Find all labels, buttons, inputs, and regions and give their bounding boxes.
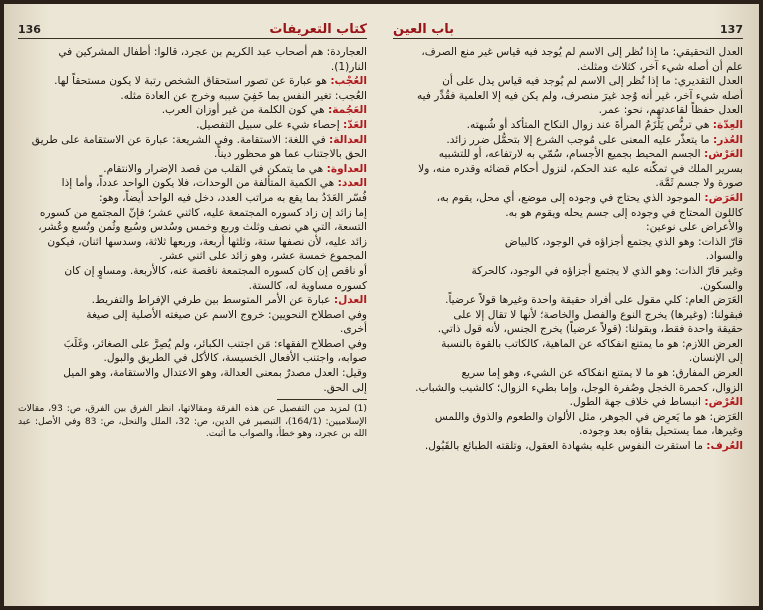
entry-text: صوابه، واجتنب الأفعال الخسيسة، كالأكل في الطريق والبول. — [103, 352, 367, 365]
text-line — [393, 366, 743, 381]
text-line — [393, 89, 743, 104]
entry-term: العُرف: — [706, 440, 743, 453]
entry-text: العرض المفارق: هو ما لا يمتنع انفكاكه عن الشيء، وهو إما سريع — [461, 367, 743, 380]
entry-text: زائد عليه، لأن نصفها ستة، وثلثها أربعة، وربعها ثلاثة، وسدسها اثنان، فيكون — [47, 235, 367, 248]
entry-text: العرض اللازم: هو ما يمتنع انفكاكه عن الماهية، كالكاتب بالقوة بالنسبة — [441, 337, 743, 350]
text-line — [393, 162, 743, 177]
text-line — [18, 176, 367, 191]
entry-text: العدل حفظاً لقاعدتهم، نحو: عمر. — [598, 104, 743, 117]
right-page — [4, 4, 381, 606]
entry-text: العجاردة: هم أصحاب عبد الكريم بن عجرد، قالوا: أطفال المشركين في — [58, 46, 367, 58]
entry-text: الحق بالاجتناب عما هو محظور ديناً. — [213, 148, 367, 161]
entry-text: انبساط في خلاف جهة الطول. — [569, 396, 705, 409]
entry-text: كسوره مساوية له، كالستة. — [248, 279, 367, 292]
page-header — [18, 20, 367, 39]
text-line — [393, 191, 743, 206]
text-line — [18, 264, 367, 279]
entry-text: صورة ولا جسم ثَمَّة. — [655, 177, 743, 190]
entry-text: والأعراض على نوعين: — [646, 221, 743, 234]
entry-text: الموجود الذي يحتاج في وجوده إلى موضع، أي محل، يقوم به، — [436, 191, 705, 204]
entry-term: العَرْش: — [703, 148, 743, 161]
entry-text: إلى الحق. — [323, 381, 367, 394]
entry-text: إما زائد إن زاد كسوره المجتمعة عليه، كاثني عشر؛ فإنّ المجتمع من كسوره — [39, 206, 367, 219]
text-line — [393, 439, 743, 454]
text-line — [393, 279, 743, 294]
entry-text: فُسّر العَدَدُ بما يقع به مراتب العدد، دخل فيه الواحد أيضاً، وهو: — [98, 191, 367, 204]
text-line — [393, 249, 743, 264]
entry-term: العِدّة: — [712, 118, 743, 131]
entry-text: والسكون. — [699, 279, 743, 292]
entry-term: العداوة: — [326, 162, 367, 175]
header-title: باب العين — [393, 21, 455, 37]
entry-text: عبارة عن الأمر المتوسط بين طرفي الإفراط والتفريط. — [91, 294, 334, 307]
page-number: 136 — [18, 22, 41, 36]
entry-text: وفي اصطلاح النحويين: خروج الاسم عن صيغته الأصلية إلى صيغة — [86, 308, 367, 321]
entry-text: في اللغة: الاستقامة. وفي الشريعة: عبارة عن الاستقامة على طريق — [31, 133, 330, 146]
text-line — [393, 60, 743, 75]
header-title: كتاب التعريفات — [269, 21, 367, 37]
text-line — [393, 176, 743, 191]
left-page — [381, 4, 759, 606]
entry-text: العَرَض العام: كلي مقول على أفراد حقيقة واحدة وغيرها قولاً عرضياً. — [445, 294, 743, 307]
text-line — [18, 351, 367, 366]
text-line — [393, 337, 743, 352]
text-line — [393, 133, 743, 148]
footnote-text: (1) لمزيد من التفصيل عن هذه الفرقة ومقالاتها، انظر الفرق بين الفرق، ص: 93، مقالات الإسلاميين: (164/1)، التبصير في الدين، ص: 32، الملل والنحل، ص: 83 وفي الأصل: عبد الله بن عجرد، وهو خطأ، والصواب ما أثبت. — [18, 403, 367, 440]
entry-text: العدل التقديري: ما إذا نُظر إلى الاسم لم يُوجد فيه قياس يدل على أن — [442, 75, 743, 88]
page-header — [393, 20, 743, 39]
footnote-divider — [277, 399, 367, 400]
text-line — [18, 103, 367, 118]
entry-text: العدل التحقيقي: ما إذا نُظر إلى الاسم لم يُوجد فيه قياس غير منع الصرف، — [421, 46, 743, 58]
entry-text: والسواد. — [705, 250, 743, 263]
text-line — [18, 337, 367, 352]
text-line — [393, 220, 743, 235]
text-line — [393, 264, 743, 279]
text-line — [18, 279, 367, 294]
text-line — [18, 74, 367, 89]
page-body — [393, 45, 743, 454]
text-line — [18, 60, 367, 75]
text-line — [18, 133, 367, 148]
text-line — [18, 191, 367, 206]
entry-text: هي ما يتمكن في القلب من قصد الإضرار والانتقام. — [103, 162, 327, 175]
text-line — [393, 351, 743, 366]
text-line — [18, 235, 367, 250]
entry-text: العَرَض: هو ما يَعرِض في الجوهر، مثل الألوان والطعوم والذوق واللمس — [434, 410, 743, 423]
entry-text: الزوال، كحمرة الخجل وصُفرة الوجل، وإما بطيء الزوال؛ كالشيب والشباب. — [415, 381, 743, 394]
entry-text: بسرير الملك في تمكّنه عليه عند الحكم، لنزول أحكام قضائه وقدره منه، ولا — [418, 162, 743, 175]
entry-text: وغيرها، مما يستحيل بقاؤه بعد وجوده. — [578, 425, 743, 438]
text-line — [393, 118, 743, 133]
text-line — [393, 74, 743, 89]
text-line — [393, 424, 743, 439]
entry-term: العَرَض: — [704, 191, 743, 204]
text-line — [393, 381, 743, 396]
entry-text: هو عبارة عن تصور استحقاق الشخص رتبة لا يكون مستحقاً لها. — [54, 75, 331, 88]
text-line — [393, 147, 743, 162]
text-line — [18, 162, 367, 177]
text-line — [393, 395, 743, 410]
text-line — [393, 103, 743, 118]
entry-text: وفي اصطلاح الفقهاء: مَن اجتنب الكبائر، ولم يُصِرَّ على الصغائر، وغَلَبَ — [63, 337, 367, 350]
page-body — [18, 45, 367, 395]
entry-text: المجموع خمسة عشر، وهو زائد على اثني عشر. — [159, 250, 367, 263]
entry-term: العدل: — [333, 294, 367, 307]
entry-term: العَجُمة: — [328, 104, 367, 117]
text-line — [18, 293, 367, 308]
entry-text: الجسم المحيط بجميع الأجسام، سُمّي به لارتفاعه، أو للتشبيه — [438, 148, 704, 161]
entry-term: العدالة: — [329, 133, 367, 146]
entry-text: العُجب: تغير النفس بما خَفِيَ سببه وخرج عن العادة مثله. — [120, 89, 367, 102]
text-line — [18, 206, 367, 221]
page-number: 137 — [720, 22, 743, 36]
text-line — [18, 249, 367, 264]
text-line — [18, 366, 367, 381]
text-line — [18, 147, 367, 162]
entry-term: العَدّ: — [343, 118, 367, 131]
text-line — [18, 220, 367, 235]
text-line — [18, 45, 367, 60]
entry-text: أصله شيء آخر، غير أنه وُجد غيرَ منصرف، ولم يكن فيه إلا العلمية فقُدِّر فيه — [417, 89, 743, 102]
entry-text: النار(1). — [330, 60, 367, 73]
entry-term: العدد: — [337, 177, 367, 190]
text-line — [18, 118, 367, 133]
text-line — [18, 89, 367, 104]
entry-text: هي الكمية المتألفة من الوحدات، فلا يكون الواحد عدداً، وأما إذا — [61, 177, 338, 190]
entry-text: التسعة، التي هي نصف وثلث وربع وخمس وسُدس وسُبع وثُمن وتُسع وعُشر، — [38, 221, 367, 234]
entry-term: العُذر: — [712, 133, 743, 146]
entry-text: وقيل: العدل مصدرٌ بمعنى العدالة، وهو الاعتدال والاستقامة، وهو الميل — [63, 367, 367, 380]
entry-text: إلى الإنسان. — [688, 352, 743, 365]
text-line — [393, 322, 743, 337]
entry-term: العُجْب: — [330, 75, 367, 88]
entry-term: العُرْض: — [704, 396, 743, 409]
text-line — [393, 206, 743, 221]
text-line — [393, 308, 743, 323]
text-line — [18, 381, 367, 396]
entry-text: هي كون الكلمة من غير أوزان العرب. — [161, 104, 328, 117]
text-line — [393, 45, 743, 60]
entry-text: علم أن أصله شيء آخر، كثلاث ومثلث. — [576, 60, 743, 73]
text-line — [18, 308, 367, 323]
text-line — [393, 293, 743, 308]
entry-text: أخرى. — [340, 323, 367, 336]
entry-text: إحصاء شيء على سبيل التفصيل. — [196, 118, 344, 131]
entry-text: وغير قارّ الذات: وهو الذي لا يجتمع أجزاؤه في الوجود، كالحركة — [471, 264, 743, 277]
entry-text: ما يتعذّر عليه المعنى على مُوجب الشرع إلا بتحمُّل ضرر زائد. — [446, 133, 713, 146]
entry-text: حقيقة واحدة فقط، وبقولنا: (قولاً عرضياً) يخرج الجنس، لأنه قول ذاتي. — [437, 323, 743, 336]
book-spread — [4, 4, 759, 606]
entry-text: هي تربُّص يَلْزَمُ المرأةَ عند زوال النكاح المتأكد أو شُبهته. — [466, 118, 713, 131]
entry-text: كاللون المحتاج في وجوده إلى جسم يحله ويقوم هو به. — [505, 206, 743, 219]
entry-text: قارّ الذات: وهو الذي يجتمع أجزاؤه في الوجود، كالبياض — [504, 235, 743, 248]
entry-text: فبقولنا: (وغيرها) يخرج النوع والفصل والخاصة؛ لأنها لا تقال إلا على — [453, 308, 743, 321]
entry-text: ما استقرت النفوس عليه بشهادة العقول، وتلقته الطبائع بالقَبُول. — [424, 440, 707, 453]
text-line — [393, 235, 743, 250]
entry-text: أو ناقص إن كان كسوره المجتمعة ناقصة عنه، كالأربعة. ومساوٍ إن كان — [64, 264, 367, 277]
footnote — [18, 403, 367, 440]
text-line — [18, 322, 367, 337]
text-line — [393, 410, 743, 425]
